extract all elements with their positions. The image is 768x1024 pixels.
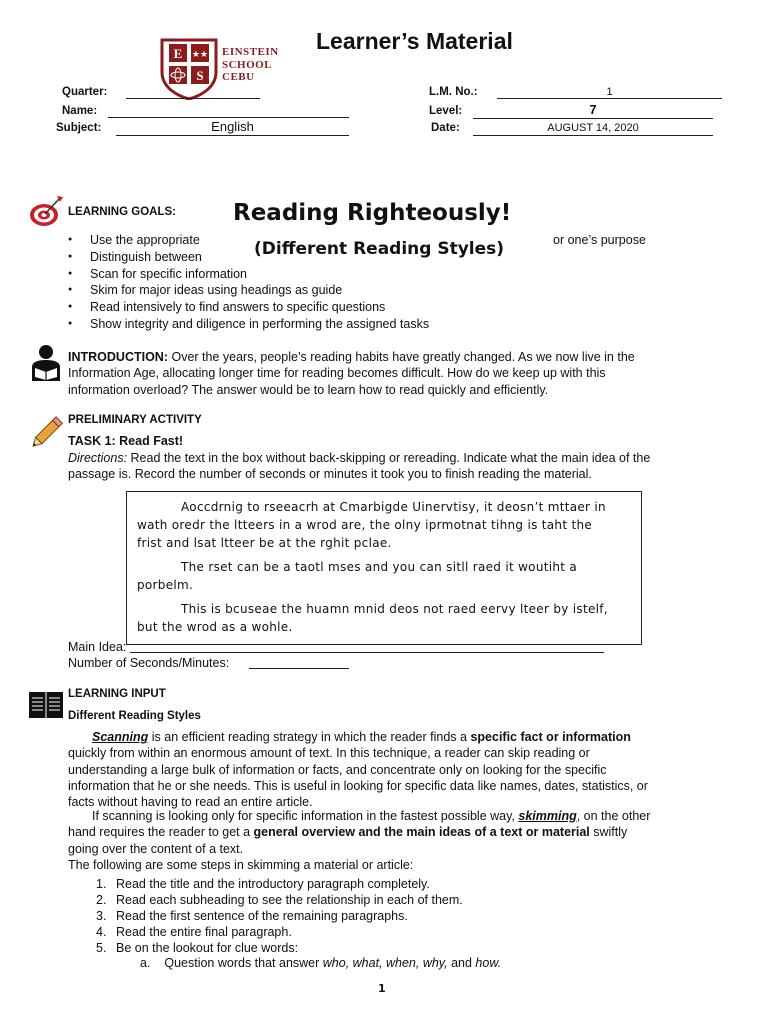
task-title: TASK 1: Read Fast! [68,434,184,448]
list-item: 1. Read the title and the introductory paragraph completely. [96,877,430,891]
sub-list-item: a. Question words that answer who, what, when, why, and how. [140,956,502,970]
svg-text:S: S [196,68,204,83]
svg-text:★★: ★★ [191,49,209,59]
directions-paragraph: Directions: Read the text in the box without back-skipping or rereading. Indicate what the main idea of the passage is. Record the number of seconds or minutes it took you to finish reading the material. [68,451,651,482]
seconds-label: Number of Seconds/Minutes: [68,656,230,670]
main-idea-label: Main Idea: [68,640,127,654]
lesson-subtitle: (Different Reading Styles) [254,239,505,259]
list-item: ● Use the appropriate [68,232,429,249]
scrambled-text-box: Aoccdrnig to rseeacrh at Cmarbigde Uinervtisy, it deosn’t mttaer in wath oredr the ltteers in a wrod are, the olny iprmotnat tihng is taht the frist and lsat ltteer be at the rghit pclae. The rset can be a taotl mses and you can sitll raed it woutiht a porbelm. This is bcuseae the huamn mnid deos not raed eervy lteer by istelf, but the wrod as a wohle. [126,491,642,645]
introduction-paragraph: INTRODUCTION: Over the years, people’s reading habits have greatly changed. As we now live in the Information Age, allocating longer time for reading becomes difficult. How do we keep up with this information overload? The answer would be to learn how to read quickly and efficiently. [68,350,635,397]
goal-item-tail: or one’s purpose [553,233,646,247]
list-item: ● Scan for specific information [68,266,429,283]
open-book-icon [28,690,64,720]
pencil-icon [32,414,66,448]
reader-icon [26,343,66,383]
main-idea-field[interactable] [130,652,604,653]
scanning-term: Scanning [92,730,149,744]
list-item: 5. Be on the lookout for clue words: [96,941,299,955]
list-item: ● Skim for major ideas using headings as guide [68,282,429,299]
quarter-field[interactable] [126,86,260,99]
date-field[interactable]: AUGUST 14, 2020 [473,121,713,136]
lm-no-label: L.M. No.: [429,86,478,98]
seconds-field[interactable] [249,668,349,669]
name-field[interactable] [108,105,349,118]
scanning-paragraph: Scanning is an efficient reading strategy in which the reader finds a specific fact or information quickly from within an enormous amount of text. In this technique, a reader can skip reading or understanding a large bulk of information or facts, and concentrate only on looking for the specific information that he or she needs. This is useful in looking for specific data like names, dates, statistics, or facts without having to read an entire article. [68,730,648,810]
subject-field[interactable]: English [116,120,349,136]
skimming-paragraph: If scanning is looking only for specific information in the fastest possible way, skimming, on the other hand requires the reader to get a general overview and the main ideas of a text or material swiftly going over the content of a text. The following are some steps in skimming a material or article: [68,809,651,872]
directions-label: Directions: [68,451,128,465]
name-label: Name: [62,105,98,117]
subject-label: Subject: [56,122,102,134]
svg-text:E: E [173,46,183,61]
quarter-label: Quarter: [62,86,108,98]
document-title: Learner’s Material [316,28,513,54]
list-item: ● Read intensively to find answers to specific questions [68,299,429,316]
reading-styles-subheading: Different Reading Styles [68,710,201,722]
target-icon [28,194,64,228]
learning-goals-heading: LEARNING GOALS: [68,206,176,218]
preliminary-activity-heading: PRELIMINARY ACTIVITY [68,414,202,426]
lesson-title: Reading Righteously! [233,200,512,226]
date-label: Date: [431,122,460,134]
lm-no-field[interactable]: 1 [497,86,722,99]
skimming-steps-list [96,876,463,956]
level-label: Level: [429,105,463,117]
learning-input-heading: LEARNING INPUT [68,688,166,700]
list-item: 3. Read the first sentence of the remaining paragraphs. [96,909,408,923]
introduction-heading: INTRODUCTION: [68,350,168,364]
list-item: ● Show integrity and diligence in performing the assigned tasks [68,316,429,333]
page-number: 1 [378,982,386,995]
skimming-term: skimming [518,809,577,823]
list-item: 4. Read the entire final paragraph. [96,925,292,939]
steps-intro: The following are some steps in skimming a material or article: [68,857,414,872]
school-logo-text: EINSTEIN SCHOOL CEBU [222,46,279,83]
level-field[interactable]: 7 [473,103,713,119]
list-item: ● Distinguish between [68,249,429,266]
list-item: 2. Read each subheading to see the relationship in each of them. [96,893,463,907]
